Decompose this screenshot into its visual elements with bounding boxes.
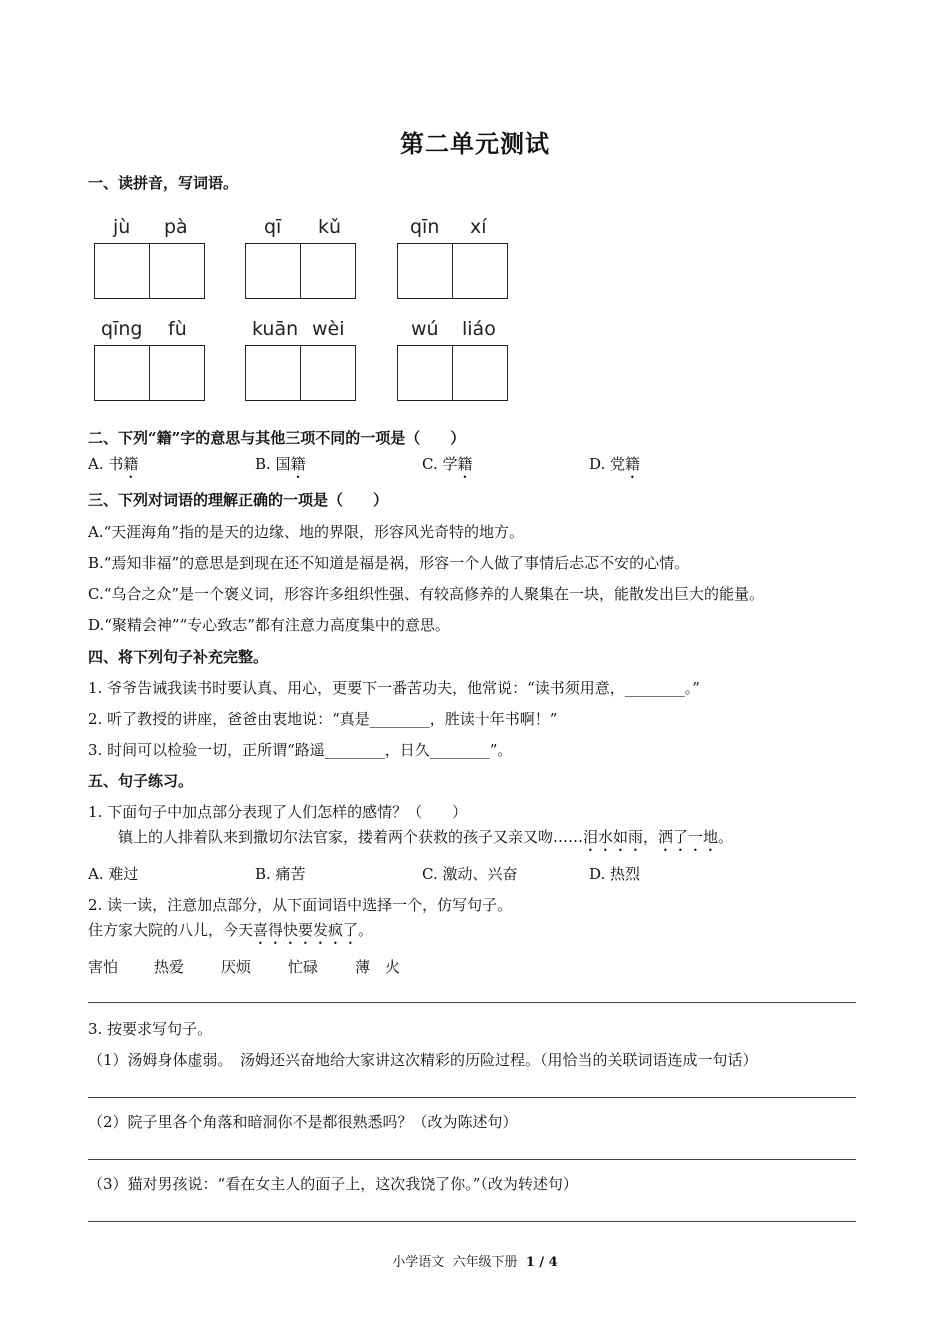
pinyin: liáo xyxy=(462,318,496,340)
option-b[interactable]: B. 痛苦 xyxy=(255,865,306,883)
pinyin: wèi xyxy=(312,318,345,340)
option-d[interactable]: D. 党籍 xyxy=(589,455,641,473)
answer-line[interactable] xyxy=(88,1002,856,1003)
writing-box[interactable] xyxy=(94,243,205,299)
answer-line[interactable] xyxy=(88,1221,856,1222)
question-1-sentence: 镇上的人排着队来到撒切尔法官家，搂着两个获救的孩子又亲又吻……泪水如雨，洒了一地。 xyxy=(118,828,734,846)
question-3: 3. 按要求写句子。 xyxy=(88,1020,213,1038)
writing-box[interactable] xyxy=(245,243,356,299)
word-choice: 厌烦 xyxy=(221,958,252,976)
pinyin: pà xyxy=(164,216,188,238)
pinyin: kǔ xyxy=(318,216,342,238)
pinyin: wú xyxy=(411,318,439,340)
option-a[interactable]: A. 书籍 xyxy=(88,455,139,473)
pinyin: jù xyxy=(113,216,131,238)
section-4-heading: 四、将下列句子补充完整。 xyxy=(88,648,269,666)
pinyin: qīng xyxy=(101,318,143,340)
page-title: 第二单元测试 xyxy=(400,129,550,158)
pinyin: kuān xyxy=(252,318,299,340)
option-c[interactable]: C. 学籍 xyxy=(422,455,473,473)
word-choice: 忙碌 xyxy=(288,958,319,976)
option-b[interactable]: B. 国籍 xyxy=(255,455,306,473)
question-3-item-1: （1）汤姆身体虚弱。 汤姆还兴奋地给大家讲这次精彩的历险过程。（用恰当的关联词语连成一句话） xyxy=(88,1051,758,1069)
answer-line[interactable] xyxy=(88,1097,856,1098)
fill-sentence-1[interactable]: 1. 爷爷告诫我读书时要认真、用心，更要下一番苦功夫，他常说：“读书须用意，________。” xyxy=(88,679,700,697)
pinyin: xí xyxy=(470,216,487,238)
writing-box[interactable] xyxy=(94,345,205,401)
section-3-heading: 三、下列对词语的理解正确的一项是（ ） xyxy=(88,491,389,509)
option-a[interactable]: A. 难过 xyxy=(88,865,139,883)
option-b[interactable]: B.“焉知非福”的意思是到现在还不知道是福是祸，形容一个人做了事情后忐忑不安的心情。 xyxy=(88,554,690,572)
question-1: 1. 下面句子中加点部分表现了人们怎样的感情？（ ） xyxy=(88,803,468,821)
word-choice: 害怕 xyxy=(88,958,119,976)
fill-sentence-3[interactable]: 3. 时间可以检验一切，正所谓“路遥________，日久________”。 xyxy=(88,741,513,759)
section-1-heading: 一、读拼音，写词语。 xyxy=(88,174,239,192)
option-c[interactable]: C.“乌合之众”是一个褒义词，形容许多组织性强、有较高修养的人聚集在一块，能散发出巨大的能量。 xyxy=(88,585,765,603)
pinyin: qī xyxy=(264,216,282,238)
section-2-heading: 二、下列“籍”字的意思与其他三项不同的一项是（ ） xyxy=(88,429,466,447)
option-a[interactable]: A.“天涯海角”指的是天的边缘、地的界限，形容风光奇特的地方。 xyxy=(88,523,524,541)
question-2: 2. 读一读，注意加点部分，从下面词语中选择一个，仿写句子。 xyxy=(88,896,513,914)
question-3-item-2: （2）院子里各个角落和暗洞你不是都很熟悉吗？（改为陈述句） xyxy=(88,1113,518,1131)
pinyin: qīn xyxy=(410,216,440,238)
answer-line[interactable] xyxy=(88,1159,856,1160)
pinyin: fù xyxy=(168,318,187,340)
option-d[interactable]: D.“聚精会神”“专心致志”都有注意力高度集中的意思。 xyxy=(88,616,450,634)
writing-box[interactable] xyxy=(397,243,508,299)
writing-box[interactable] xyxy=(245,345,356,401)
section-5-heading: 五、句子练习。 xyxy=(88,772,194,790)
word-choice: 薄 火 xyxy=(355,958,401,976)
writing-box[interactable] xyxy=(397,345,508,401)
page-footer: 小学语文 六年级下册 1 / 4 xyxy=(392,1255,558,1270)
fill-sentence-2[interactable]: 2. 听了教授的讲座，爸爸由衷地说：“真是________，胜读十年书啊！” xyxy=(88,710,558,728)
question-2-sentence: 住方家大院的八儿，今天喜得快要发疯了。 xyxy=(88,921,374,939)
word-choice: 热爱 xyxy=(154,958,185,976)
option-d[interactable]: D. 热烈 xyxy=(589,865,641,883)
option-c[interactable]: C. 激动、兴奋 xyxy=(422,865,518,883)
question-3-item-3: （3）猫对男孩说：“看在女主人的面子上，这次我饶了你。”（改为转述句） xyxy=(88,1175,578,1193)
